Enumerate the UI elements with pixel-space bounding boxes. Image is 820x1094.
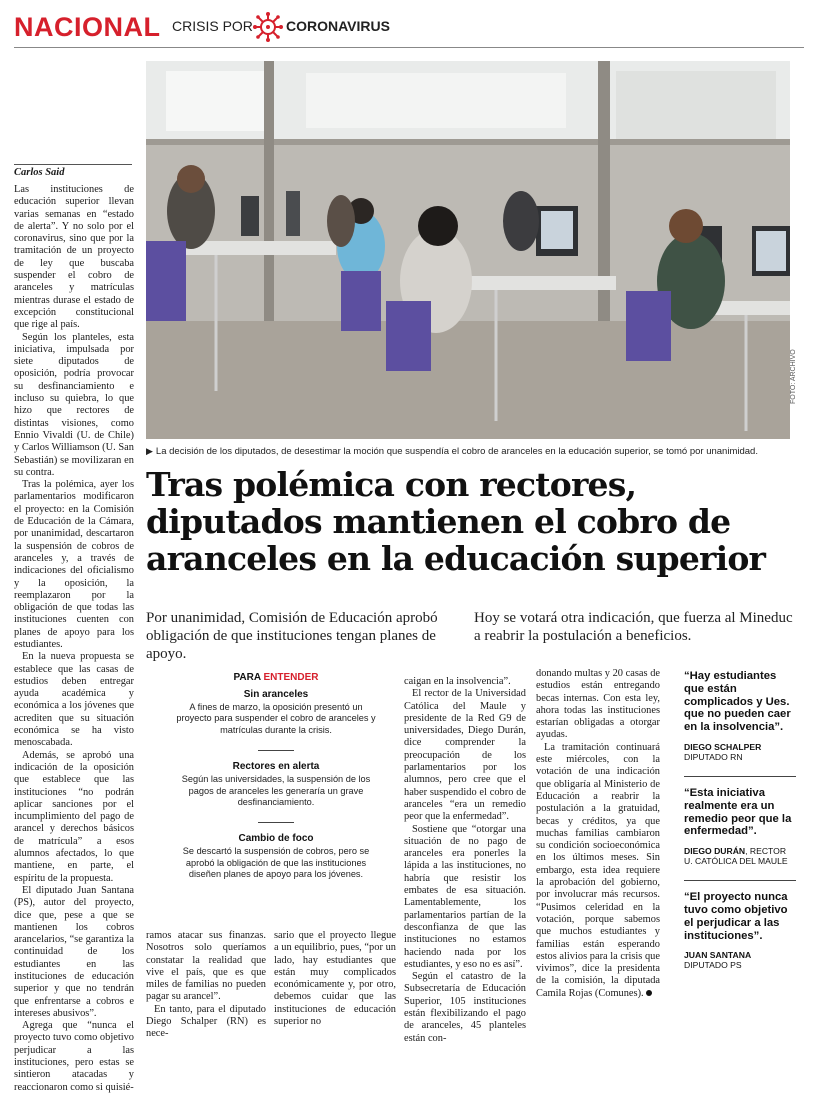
paragraph: Además, se aprobó una indicación de la oposición que establece que las instituciones “no podrán aplicar sanciones por el incumplimiento del pago de arancel y derechos básicos de matrícula” a esos alumnos afectados, lo que mantiene, en parte, el espíritu de la propuesta.: [14, 749, 134, 884]
deck-right: Hoy se votará otra indicación, que fuerza al Mineduc a reabrir la postulación a beneficios.: [474, 610, 793, 644]
explainer-title-a: PARA: [233, 672, 264, 683]
body-column-3: [274, 930, 396, 1028]
quote-role: DIPUTADO RN: [684, 751, 743, 762]
pull-quote: “Esta iniciativa realmente era un remedio peor que la enfermedad”.: [684, 786, 792, 838]
paragraph: sario que el proyecto llegue a un equilibrio, pues, “por un lado, hay estudiantes que están muy complicados económicamente y, por otro, debemos cuidar que las instituciones de educación superior no: [274, 930, 396, 1028]
paragraph: Sostiene que “otorgar una situación de no pago de aranceles era ponerles la lápida a las instituciones, no habría que resistir los embates de esa situación. Lamentablemente, los parlamentarios partían de la desconfianza de que las instituciones no estamos haciendo nada por los estudiantes, y eso no es así”.: [404, 823, 526, 970]
quote-role: U. CATÓLICA DEL MAULE: [684, 856, 788, 867]
section-name: NACIONAL: [14, 12, 161, 42]
classroom-photo: [146, 61, 790, 439]
article-photo: [146, 61, 790, 439]
paragraph: Según los planteles, esta iniciativa, impulsada por siete diputados de oposición, podría provocar su desfinanciamiento e incluso su quiebra, lo que hizo que rectores de distintas visiones, como Ennio Vivaldi (U. de Chile) y Carlos Williamson (U. San Sebastián) se movilizaran en su contra.: [14, 331, 134, 478]
explainer-box: [176, 672, 376, 881]
paragraph: En la nueva propuesta se establece que las casas de estudios deben entregar ayuda académica y económica a los jóvenes que acrediten que su situación económica se ha visto menoscabada.: [14, 651, 134, 749]
paragraph: Tras la polémica, ayer los parlamentarios modificaron el proyecto: en la Comisión de Educación de la Cámara, por unanimidad, descartaron la suspensión de cobros de aranceles y, a través de indicaciones del oficialismo y la oposición, la reemplazaron por la obligación de que todas las instituciones cuenten con planes de apoyo para los estudiantes.: [14, 479, 134, 650]
headline: Tras polémica con rectores, diputados mantienen el cobro de aranceles en la educación superior: [146, 465, 766, 578]
paragraph: Agrega que “nunca el proyecto tuvo como objetivo perjudicar a las instituciones, pero estas se sintieron atacadas y reaccionaron como si quisié-: [14, 1020, 134, 1093]
end-mark-icon: [646, 990, 652, 996]
paragraph: El rector de la Universidad Católica del Maule y presidente de la Red G9 de universidades, Diego Durán, dice comprender la preocupación de los parlamentarios por los alumnos, pero cree que el haber suspendido el cobro de aranceles “era un remedio peor que la enfermedad”.: [404, 688, 526, 823]
pull-quote: “El proyecto nunca tuvo como objetivo el perjudicar a las instituciones”.: [684, 891, 788, 942]
photo-caption: [146, 446, 796, 457]
paragraph: Las instituciones de educación superior llevan varias semanas en “estado de alerta”. Y no solo por el coronavirus, sino que por la tramitación de un proyecto de ley que buscaba suspender el cobro de aranceles y matrículas mientras durase el estado de excepción constitucional que rige al país.: [14, 184, 134, 331]
paragraph-text: La tramitación continuará este miércoles, con la votación de una indicación que obligaría al Ministerio de Educación a reabrir la postulación a la gratuidad, becas y créditos, ya que muchas familias cambiaron su condición socioeconómica en los últimos meses. Sin embargo, esta idea requiere la aprobación del gobierno, por involucrar más recursos. “Pusimos celeridad en la votación, porque sabemos que muchos estudiantes y familias están esperando estos alivios para la crisis que vivimos”, dice la presidenta de la comisión, la diputada Camila Rojas (Comunes).: [536, 741, 660, 999]
explainer-item-text: Según las universidades, la suspensión de los pagos de aranceles les generaría un grave desfinanciamiento.: [181, 774, 371, 808]
explainer-item-text: Se descartó la suspensión de cobros, pero se aprobó la obligación de que las instituciones diseñen planes de apoyo para los jóvenes.: [182, 846, 370, 880]
quote-name: DIEGO SCHALPER: [684, 741, 762, 752]
quote-role-inline: , RECTOR: [745, 846, 787, 857]
explainer-item-title: Sin aranceles: [243, 689, 309, 700]
explainer-title: [176, 672, 376, 683]
section-header: [14, 8, 804, 48]
explainer-item-title: Cambio de foco: [238, 833, 314, 845]
virus-icon: [253, 12, 283, 42]
paragraph: caigan en la insolvencia”.: [404, 676, 511, 687]
byline: Carlos Said: [14, 164, 132, 178]
crisis-label: CRISIS POR: [172, 18, 253, 34]
divider: [684, 880, 796, 881]
pull-quote: “Hay estudiantes que están complicados y Ues. que no pueden caer en la insolvencia”.: [684, 670, 791, 734]
caption-arrow-icon: ▶: [146, 446, 153, 456]
divider: [258, 822, 294, 823]
divider: [684, 776, 796, 777]
caption-text: La decisión de los diputados, de desestimar la moción que suspendía el cobro de aranceles en la educación superior, se tomó por unanimidad.: [155, 446, 758, 457]
body-column-1: [14, 184, 134, 1094]
quote-name: [684, 846, 796, 856]
photo-credit: FOTO: ARCHIVO: [790, 349, 797, 404]
paragraph: El diputado Juan Santana (PS), autor del proyecto, dice que, pese a que se mantienen los cobros arancelarios, “se garantiza la continuidad de los estudiantes en las instituciones de educación superior y que no tendrán que enfrentarse a cobros e intereses abusivos”.: [14, 884, 134, 1019]
quote-role: DIPUTADO PS: [684, 960, 742, 971]
quotes-sidebar: [684, 670, 796, 970]
topic-label: CORONAVIRUS: [286, 18, 390, 34]
body-column-4: [404, 676, 526, 1045]
quote-name-text: DIEGO DURÁN: [684, 846, 746, 857]
body-column-2: [146, 930, 266, 1041]
deck-left: Por unanimidad, Comisión de Educación aprobó obligación de que instituciones tengan planes de apoyo.: [146, 610, 438, 662]
explainer-item-text: A fines de marzo, la oposición presentó un proyecto para suspender el cobro de aranceles y matrículas durante la crisis.: [176, 702, 376, 735]
explainer-title-b: ENTENDER: [263, 672, 319, 683]
divider: [258, 750, 294, 751]
explainer-item-title: Rectores en alerta: [232, 761, 320, 773]
quote-name: JUAN SANTANA: [684, 950, 752, 961]
paragraph: donando multas y 20 casas de estudios están entregando becas internas. Con esta ley, ahora todas las instituciones estarían obligadas a otorgar ayudas.: [536, 668, 660, 741]
paragraph: En tanto, para el diputado Diego Schalper (RN) es nece-: [146, 1003, 266, 1040]
paragraph: ramos atacar sus finanzas. Nosotros solo queríamos constatar la realidad que vive el país, que es que miles de familias no pueden pagar su arancel”.: [146, 930, 266, 1003]
body-column-5: [536, 668, 660, 1000]
paragraph: [536, 742, 660, 1000]
paragraph: Según el catastro de la Subsecretaría de Educación Superior, 105 instituciones están flexibilizando el pago de aranceles, 45 planteles están con-: [404, 971, 526, 1044]
